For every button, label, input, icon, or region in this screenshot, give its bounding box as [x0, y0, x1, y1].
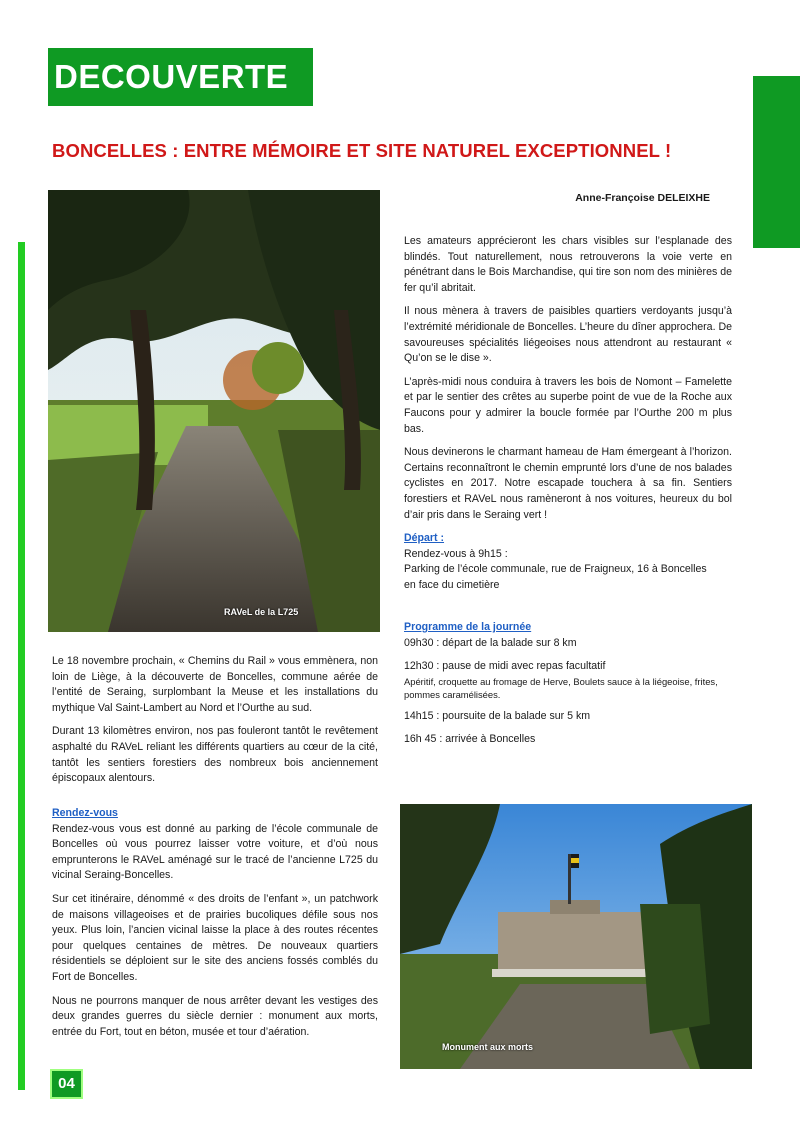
- body-paragraph: Les amateurs apprécieront les chars visibles sur l’esplanade des blindés. Tout naturellement, nous retrouverons la voie verte en pénétrant dans le Bois Marchandise, qui tire son nom des minières de fer qu’il abritait.: [404, 235, 732, 294]
- rendezvous-paragraph: Rendez-vous vous est donné au parking de l’école communale de Boncelles où vous pourrez laisser votre voiture, et d’où nous emprunterons le RAVeL aménagé sur le tracé de l’ancienne L725 du vicinal Seraing-Boncelles.: [52, 822, 378, 882]
- depart-heading: Départ :: [404, 532, 445, 544]
- depart-place-detail: en face du cimetière: [404, 578, 500, 591]
- programme-heading: Programme de la journée: [404, 621, 532, 633]
- photo-caption-ravel: RAVeL de la L725: [224, 607, 299, 617]
- section-banner: DECOUVERTE: [48, 48, 313, 106]
- programme-item: 09h30 : départ de la balade sur 8 km: [404, 636, 577, 649]
- depart-place: Parking de l’école communale, rue de Fraigneux, 16 à Boncelles: [404, 563, 707, 576]
- programme-item: 12h30 : pause de midi avec repas facultatif: [404, 660, 606, 673]
- article-author: Anne-Françoise DELEIXHE: [575, 192, 710, 204]
- body-paragraph: Nous devinerons le charmant hameau de Ham émergeant à l’horizon. Certains reconnaîtront le chemin emprunté lors d’une de nos balades cyclistes en 2017. Notre escapade touchera à sa fin. Sentiers forestiers et RAVeL nous ramèneront à nos voitures, heureux du bol d’air pris dans le Seraing vert !: [404, 446, 732, 521]
- page-number: 04: [50, 1069, 83, 1099]
- photo-caption-monument: Monument aux morts: [442, 1042, 534, 1052]
- rendezvous-section: [52, 806, 378, 1048]
- rendezvous-paragraph: Sur cet itinéraire, dénommé « des droits de l’enfant », un patchwork de maisons villageoises et de prairies bucoliques défile sous nos yeux. Plus loin, l’ancien vicinal laisse la place à des routes récentes pour quelques centaines de mètres. De nouveaux quartiers résidentiels se déploient sur le site des anciens fossés comblés du Fort de Boncelles.: [52, 892, 378, 983]
- right-column-text: [404, 234, 732, 531]
- programme-section: [404, 620, 739, 748]
- depart-time: Rendez-vous à 9h15 :: [404, 547, 508, 560]
- rendezvous-paragraph: Nous ne pourrons manquer de nous arrêter devant les vestiges des deux grandes guerres du siècle dernier : monument aux morts, entrée du Fort, tout en béton, musée et tour d’aération.: [52, 994, 378, 1038]
- monument-photo: [400, 804, 752, 1069]
- section-tab-decoration: [753, 76, 800, 248]
- intro-paragraph: Durant 13 kilomètres environ, nos pas fouleront tantôt le revêtement asphalté du RAVeL reliant les différents quartiers au cœur de la cité, tantôt les sentiers forestiers des nombreux bois anciennement épiscopaux alentours.: [52, 725, 378, 785]
- programme-item-detail: Apéritif, croquette au fromage de Herve, Boulets sauce à la liégeoise, frites, pommes caramélisées.: [404, 675, 718, 700]
- rendezvous-heading: Rendez-vous: [52, 807, 118, 819]
- intro-text: [52, 654, 378, 795]
- body-paragraph: L’après-midi nous conduira à travers les bois de Nomont – Famelette et par le sentier des crêtes au superbe point de vue de la Roche aux Faucons pour y admirer la boucle formée par l’Ourthe 200 m plus bas.: [404, 375, 732, 435]
- intro-paragraph: Le 18 novembre prochain, « Chemins du Rail » vous emmènera, non loin de Liège, à la découverte de Boncelles, commune aérée de l’entité de Seraing, surplombant la Meuse et les installations du mythique Val Saint-Lambert au Nord et l’Ourthe au sud.: [52, 655, 378, 714]
- margin-rule-decoration: [18, 242, 25, 1090]
- article-headline: BONCELLES : ENTRE MÉMOIRE ET SITE NATUREL EXCEPTIONNEL !: [52, 140, 672, 161]
- body-paragraph: Il nous mènera à travers de paisibles quartiers verdoyants jusqu’à l’extrémité méridionale de Boncelles. L’heure du dîner approchera. De savoureuses spécialités liégeoises nous attendront au restaurant « Qu’on se le dise ».: [404, 305, 733, 365]
- depart-section: [404, 531, 739, 593]
- programme-item: 14h15 : poursuite de la balade sur 5 km: [404, 709, 591, 722]
- ravel-path-photo: [48, 190, 380, 632]
- programme-item: 16h 45 : arrivée à Boncelles: [404, 733, 536, 746]
